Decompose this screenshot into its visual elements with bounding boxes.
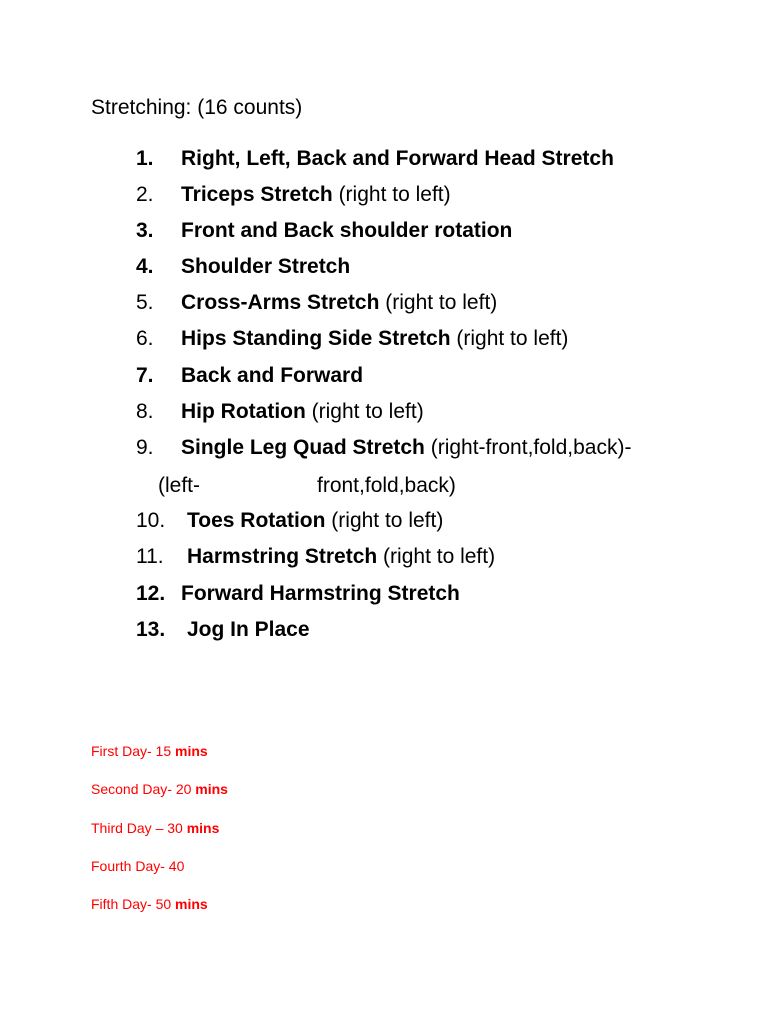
item-text (181, 181, 451, 209)
schedule-line (91, 895, 208, 913)
item-number: 8. (136, 400, 154, 423)
item-note: (right to left) (450, 327, 569, 350)
item-number: 6. (136, 327, 154, 350)
item-name: Jog In Place (187, 618, 310, 641)
item-name: Single Leg Quad Stretch (181, 436, 425, 459)
item-name: Triceps Stretch (181, 183, 333, 206)
schedule-label: Third Day – 30 (91, 820, 187, 836)
item-text (181, 217, 512, 245)
list-item-continuation (158, 472, 200, 500)
list-item-continuation (317, 472, 456, 500)
page-heading: Stretching: (16 counts) (91, 96, 303, 119)
item-name: Front and Back shoulder rotation (181, 219, 513, 242)
item-note: (right to left) (379, 291, 498, 314)
schedule-unit: mins (186, 820, 220, 836)
item-text (187, 616, 310, 644)
schedule-line (91, 742, 208, 760)
item-number: 3. (136, 219, 154, 242)
item-name: Harmstring Stretch (187, 545, 378, 568)
schedule-line (91, 819, 219, 837)
item-text (181, 325, 568, 353)
item-name: Toes Rotation (187, 509, 326, 532)
item-number: 4. (136, 255, 154, 278)
item-number: 12. (136, 582, 166, 605)
item-note: (right to left) (325, 509, 444, 532)
schedule-label: Second Day- 20 (91, 781, 196, 797)
item-note: (right to left) (377, 545, 496, 568)
schedule-label: Fifth Day- 50 (91, 896, 176, 912)
item-text (181, 434, 631, 462)
item-note: (right-front,fold,back)- (424, 436, 632, 459)
item-note: (right to left) (332, 183, 451, 206)
item-number: 7. (136, 364, 154, 387)
item-number: 9. (136, 436, 154, 459)
item-number: 2. (136, 183, 154, 206)
item-name: Forward Harmstring Stretch (181, 582, 460, 605)
item-text (187, 507, 443, 535)
schedule-unit: mins (195, 781, 228, 797)
item-text (181, 253, 350, 281)
schedule-label: Fourth Day- 40 (91, 858, 185, 874)
schedule-line (91, 857, 184, 875)
continuation-right: front,fold,back) (317, 474, 456, 497)
item-name: Hips Standing Side Stretch (181, 327, 451, 350)
item-name: Hip Rotation (181, 400, 306, 423)
item-note: (right to left) (305, 400, 424, 423)
item-name: Right, Left, Back and Forward Head Stretch (181, 147, 614, 170)
item-number: 11. (136, 545, 164, 568)
continuation-left: (left- (158, 474, 200, 497)
item-text (181, 362, 363, 390)
item-number: 10. (136, 509, 166, 532)
schedule-unit: mins (175, 896, 208, 912)
schedule-line (91, 780, 228, 798)
item-text (187, 543, 495, 571)
item-name: Shoulder Stretch (181, 255, 351, 278)
schedule-label: First Day- 15 (91, 743, 176, 759)
item-text (181, 398, 424, 426)
item-name: Back and Forward (181, 364, 364, 387)
item-number: 5. (136, 291, 154, 314)
schedule-unit: mins (175, 743, 208, 759)
item-name: Cross-Arms Stretch (181, 291, 380, 314)
item-number: 1. (136, 147, 154, 170)
item-text (181, 289, 497, 317)
item-text (181, 145, 614, 173)
item-text (181, 580, 460, 608)
item-number: 13. (136, 618, 166, 641)
